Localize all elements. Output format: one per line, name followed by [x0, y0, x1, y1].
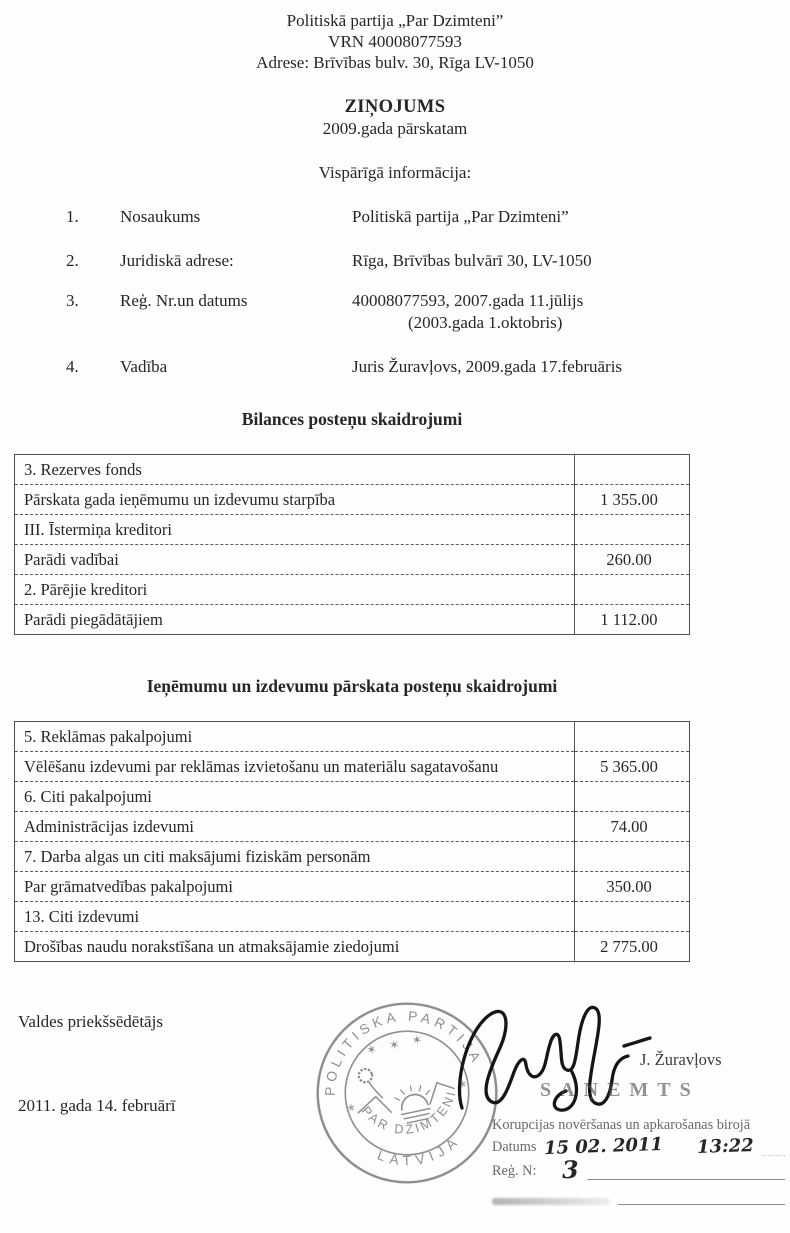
- seal-bottom-text: LATVIJA: [375, 1131, 464, 1169]
- table-row: [15, 485, 690, 515]
- received-stamp-text: SAŅEMTS: [540, 1079, 700, 1101]
- row-label: 13. Citi izdevumi: [15, 902, 575, 932]
- document-subtitle: 2009.gada pārskatam: [322, 119, 468, 138]
- table-row: [15, 575, 690, 605]
- document-title: ZIŅOJUMS: [344, 97, 446, 117]
- info-item-number: 2.: [66, 251, 79, 270]
- row-label: Vēlēšanu izdevumi par reklāmas izvietošanu un materiālu sagatavošanu: [15, 752, 575, 782]
- table-row: [15, 872, 690, 902]
- row-label: 7. Darba algas un citi maksājumi fiziskām personām: [15, 842, 575, 872]
- table-row: [15, 932, 690, 962]
- info-item-value-second-line: (2003.gada 1.oktobris): [408, 313, 563, 332]
- reg-number-label: Reģ. N:: [492, 1163, 537, 1179]
- row-amount: 5 365.00: [575, 752, 690, 782]
- document-date: 2011. gada 14. februārī: [18, 1096, 176, 1115]
- seal-inner-text: PAR DZIMTENI: [358, 1087, 460, 1138]
- datums-row: [492, 1133, 785, 1160]
- info-item: [66, 250, 790, 272]
- faded-bottom-row: [492, 1190, 785, 1205]
- seal-outer-text: POLITISKA PARTIJA: [322, 1008, 486, 1097]
- balance-section-heading: Bilances posteņu skaidrojumi: [241, 409, 463, 429]
- info-item: [66, 356, 790, 378]
- bottom-underline: [618, 1190, 785, 1205]
- bureau-registration-block: [492, 1116, 785, 1205]
- info-item-number: 1.: [66, 207, 79, 226]
- info-item-label: Juridiskā adrese:: [120, 251, 234, 270]
- row-amount: [575, 782, 690, 812]
- row-label: Drošības naudu norakstīšana un atmaksājamie ziedojumi: [15, 932, 575, 962]
- datums-label: Datums: [492, 1139, 537, 1155]
- income-table: [14, 721, 690, 962]
- vrn-line: VRN 40008077593: [328, 32, 462, 51]
- handwritten-reg-number: 3: [561, 1154, 580, 1185]
- table-row: [15, 455, 690, 485]
- row-label: 5. Reklāmas pakalpojumi: [15, 722, 575, 752]
- income-section-heading: Ieņēmumu un izdevumu pārskata posteņu skaidrojumi: [146, 676, 558, 696]
- row-amount: [575, 842, 690, 872]
- info-item: [66, 206, 790, 228]
- table-row: [15, 902, 690, 932]
- bureau-name-line: Korupcijas novēršanas un apkarošanas birojā: [492, 1117, 751, 1133]
- party-name-line: Politiskā partija „Par Dzimteni”: [286, 11, 504, 30]
- chairman-title: Valdes priekšsēdētājs: [18, 1012, 163, 1031]
- table-row: [15, 842, 690, 872]
- info-item-value: Juris Žuravļovs, 2009.gada 17.februāris: [352, 357, 623, 376]
- balance-table: [14, 454, 690, 635]
- seal-asterisk-left: *: [346, 1100, 358, 1121]
- info-item-label: Vadība: [120, 357, 168, 376]
- seal-asterisk-right: *: [458, 1077, 469, 1098]
- table-row: [15, 545, 690, 575]
- row-label: 2. Pārējie kreditori: [15, 575, 575, 605]
- table-row: [15, 722, 690, 752]
- row-amount: [575, 722, 690, 752]
- title-block: [0, 96, 790, 140]
- general-info-heading: Vispārīgā informācija:: [318, 163, 472, 182]
- document-header: [0, 0, 790, 73]
- illegible-smudge: [492, 1198, 610, 1205]
- row-amount: [575, 455, 690, 485]
- row-label: III. Īstermiņa kreditori: [15, 515, 575, 545]
- table-row: [15, 515, 690, 545]
- row-label: Administrācijas izdevumi: [15, 812, 575, 842]
- info-item-value: 40008077593, 2007.gada 11.jūlijs (2003.gada 1.oktobris): [352, 290, 790, 334]
- table-row: [15, 605, 690, 635]
- reg-number-row: [492, 1154, 785, 1185]
- row-label: Parādi vadībai: [15, 545, 575, 575]
- row-label: Par grāmatvedības pakalpojumi: [15, 872, 575, 902]
- row-label: Pārskata gada ieņēmumu un izdevumu starpība: [15, 485, 575, 515]
- handwritten-time: 13:22: [697, 1135, 755, 1158]
- info-item-label: Nosaukums: [120, 207, 201, 226]
- row-amount: [575, 575, 690, 605]
- address-line: Adrese: Brīvības bulv. 30, Rīga LV-1050: [256, 53, 534, 72]
- table-row: [15, 812, 690, 842]
- info-item: [66, 290, 790, 334]
- row-amount: 1 355.00: [575, 485, 690, 515]
- row-amount: 2 775.00: [575, 932, 690, 962]
- sun-icon: [399, 1092, 428, 1111]
- table-row: [15, 752, 690, 782]
- info-item-number: 3.: [66, 291, 79, 310]
- row-amount: 74.00: [575, 812, 690, 842]
- row-amount: [575, 902, 690, 932]
- row-label: Parādi piegādātājiem: [15, 605, 575, 635]
- dotted-fill-line: [762, 1141, 785, 1156]
- general-info-list: [0, 206, 790, 378]
- row-label: 6. Citi pakalpojumi: [15, 782, 575, 812]
- reg-underline: [587, 1165, 785, 1180]
- info-item-label: Reģ. Nr.un datums: [120, 291, 248, 310]
- handwritten-date: 15 02. 2011: [544, 1133, 664, 1160]
- info-item-number: 4.: [66, 357, 79, 376]
- row-amount: 260.00: [575, 545, 690, 575]
- info-item-value: Rīga, Brīvības bulvārī 30, LV-1050: [352, 251, 592, 270]
- signer-name: J. Žuravļovs: [640, 1050, 722, 1069]
- row-amount: 350.00: [575, 872, 690, 902]
- flower-icon: [358, 1068, 374, 1084]
- row-amount: [575, 515, 690, 545]
- row-label: 3. Rezerves fonds: [15, 455, 575, 485]
- info-item-value: Politiskā partija „Par Dzimteni”: [352, 207, 569, 226]
- table-row: [15, 782, 690, 812]
- seal-stars: ✶ ✶ ✶: [365, 1031, 429, 1058]
- row-amount: 1 112.00: [575, 605, 690, 635]
